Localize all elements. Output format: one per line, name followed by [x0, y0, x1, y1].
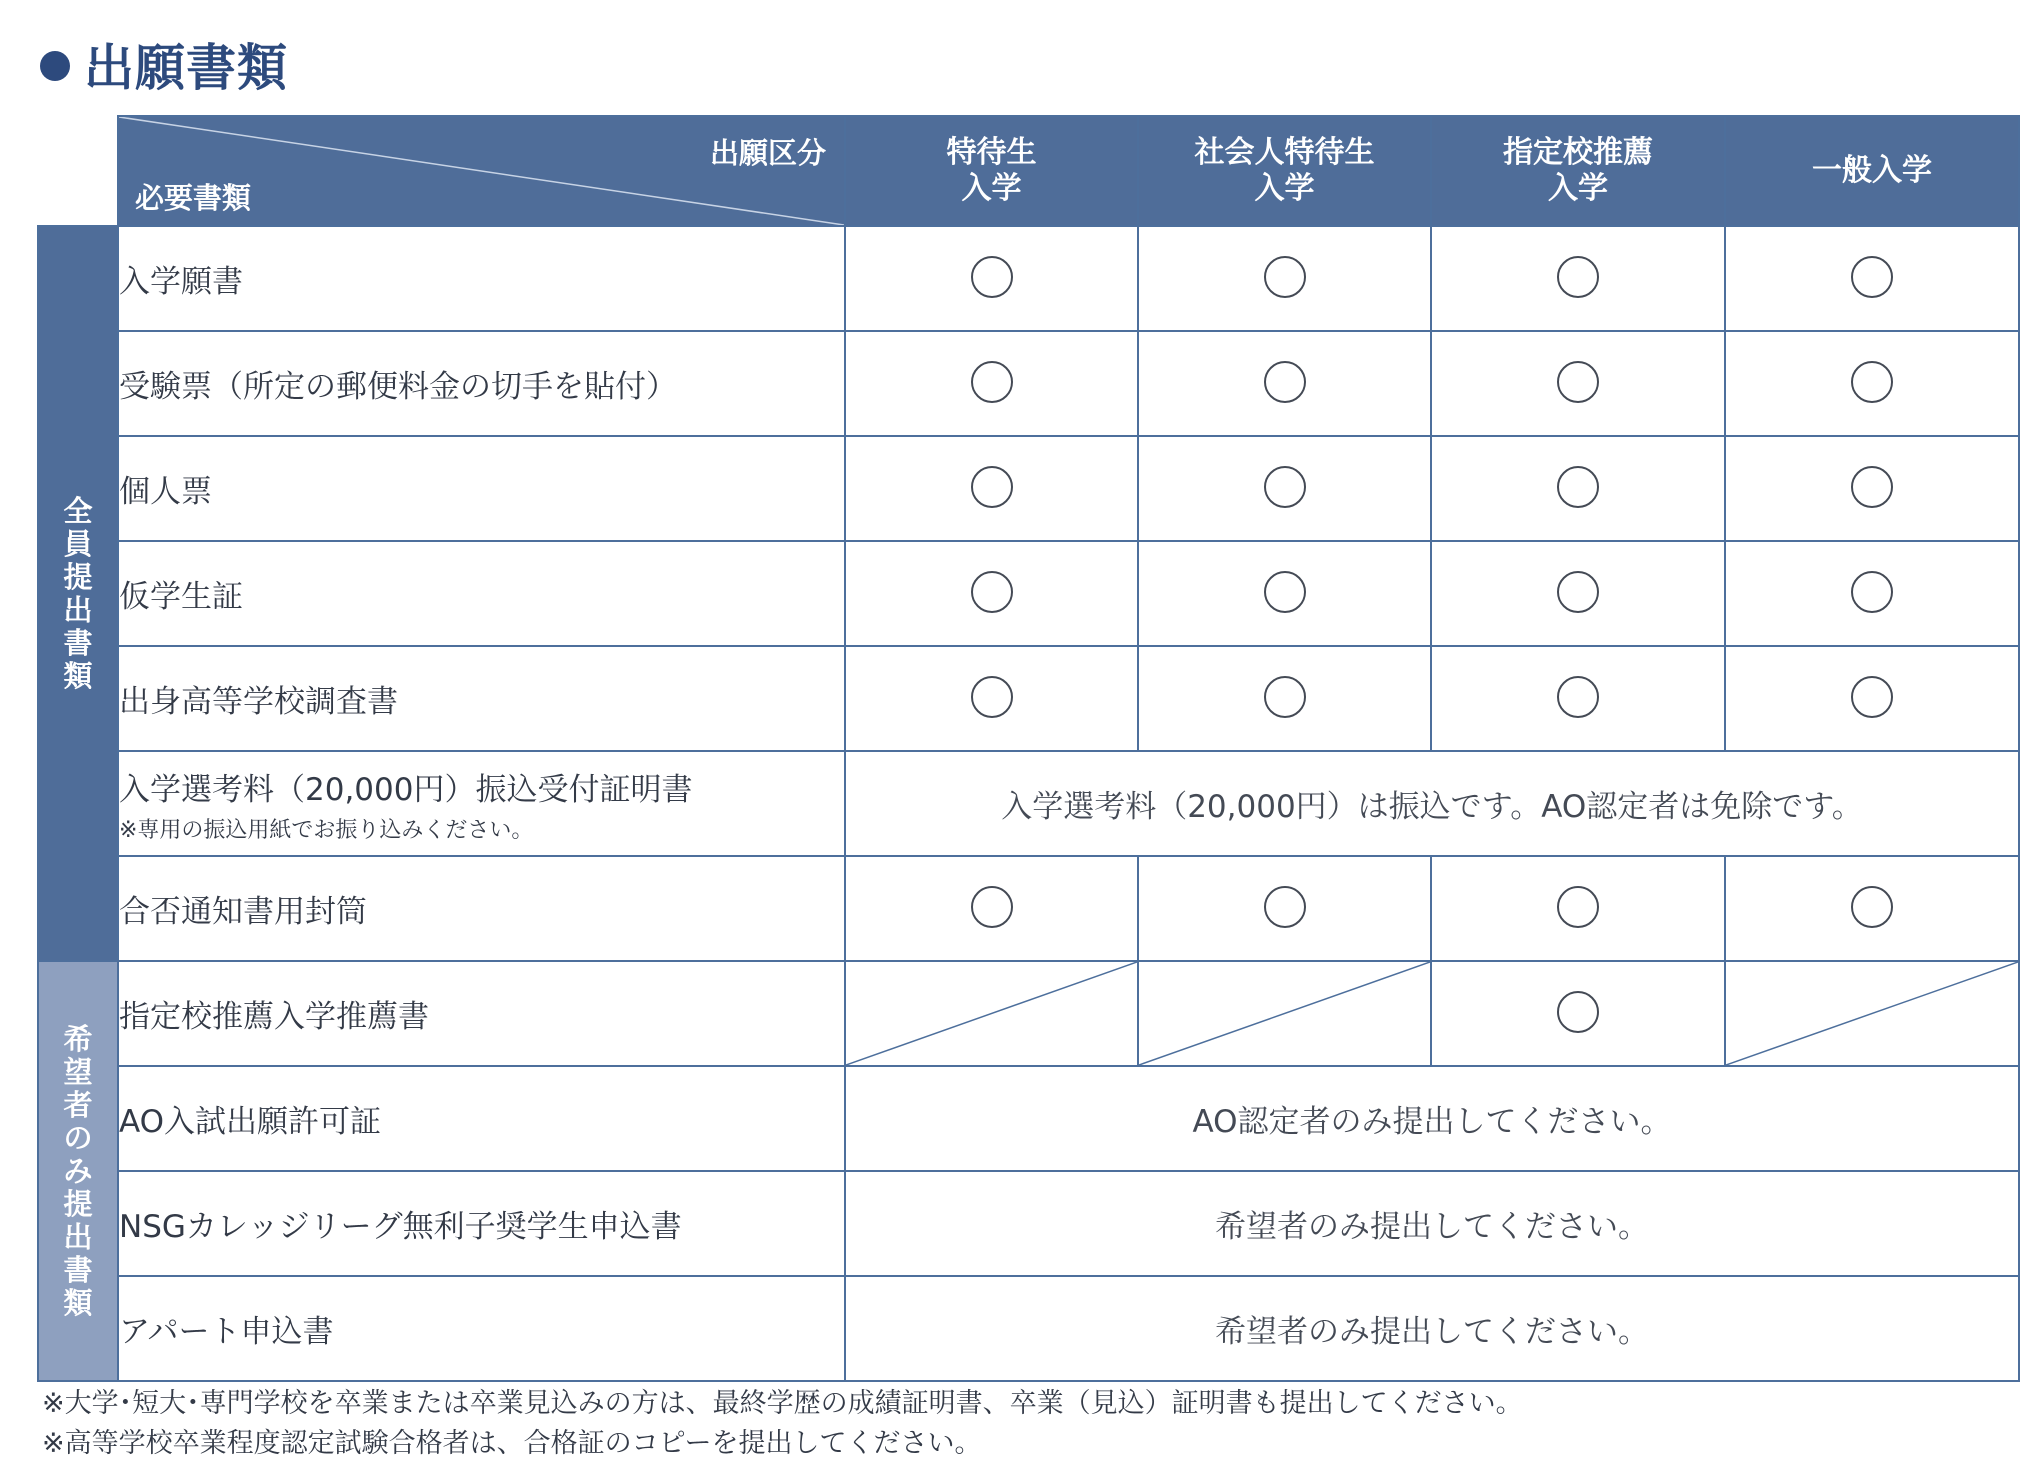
circle-icon: [1851, 676, 1893, 718]
circle-icon: [1557, 676, 1599, 718]
required-mark: [845, 331, 1138, 436]
required-mark: [1725, 226, 2019, 331]
required-mark: [1138, 331, 1431, 436]
table-row: [38, 1171, 2019, 1276]
header-blank-cell: [38, 116, 118, 226]
table-row: [38, 751, 2019, 856]
table-row: [38, 1066, 2019, 1171]
required-mark: [1725, 541, 2019, 646]
column-header-shiteiko-suisen: 指定校推薦 入学: [1431, 116, 1725, 226]
required-mark: [1138, 646, 1431, 751]
document-label: 入学願書: [118, 226, 845, 331]
document-label: 合否通知書用封筒: [118, 856, 845, 961]
not-applicable-cell: [845, 961, 1138, 1066]
circle-icon: [1851, 886, 1893, 928]
required-mark: [1431, 226, 1725, 331]
required-mark: [1138, 856, 1431, 961]
table-row: [38, 646, 2019, 751]
document-label: AO入試出願許可証: [118, 1066, 845, 1171]
document-label-text: 入学選考料（20,000円）振込受付証明書: [119, 771, 693, 808]
required-mark: [1431, 541, 1725, 646]
document-label: 受験票（所定の郵便料金の切手を貼付）: [118, 331, 845, 436]
circle-icon: [1851, 571, 1893, 613]
required-mark: [1431, 646, 1725, 751]
circle-icon: [971, 886, 1013, 928]
column-header-tokutai: 特待生 入学: [845, 116, 1138, 226]
circle-icon: [1264, 571, 1306, 613]
circle-icon: [971, 466, 1013, 508]
diagonal-slash: [1139, 962, 1430, 1065]
required-mark: [845, 541, 1138, 646]
document-note: ※専用の振込用紙でお振り込みください。: [119, 817, 534, 843]
required-mark: [1431, 436, 1725, 541]
required-mark: [845, 646, 1138, 751]
circle-icon: [1851, 256, 1893, 298]
section-title: [40, 28, 288, 100]
table-row: [38, 541, 2019, 646]
document-label: 個人票: [118, 436, 845, 541]
footnotes: [42, 1384, 1523, 1464]
header-corner-cell: [118, 116, 845, 226]
required-mark: [1138, 541, 1431, 646]
circle-icon: [971, 361, 1013, 403]
circle-icon: [1264, 886, 1306, 928]
document-label: 指定校推薦入学推薦書: [118, 961, 845, 1066]
table-row: [38, 331, 2019, 436]
circle-icon: [971, 676, 1013, 718]
table-row: [38, 1276, 2019, 1381]
diagonal-slash: [1726, 962, 2018, 1065]
merged-note: AO認定者のみ提出してください。: [845, 1066, 2019, 1171]
not-applicable-cell: [1725, 961, 2019, 1066]
required-mark: [845, 226, 1138, 331]
document-label: NSGカレッジリーグ無利子奨学生申込書: [118, 1171, 845, 1276]
documents-table: [37, 115, 2020, 1382]
circle-icon: [1264, 256, 1306, 298]
circle-icon: [1557, 571, 1599, 613]
required-mark: [845, 856, 1138, 961]
circle-icon: [1557, 466, 1599, 508]
header-row: [38, 116, 2019, 226]
required-mark: [845, 436, 1138, 541]
required-documents-label: 必要書類: [135, 181, 252, 215]
not-applicable-cell: [1138, 961, 1431, 1066]
required-mark: [1431, 331, 1725, 436]
application-category-label: 出願区分: [709, 136, 826, 170]
merged-note: 入学選考料（20,000円）は振込です。AO認定者は免除です。: [845, 751, 2019, 856]
circle-icon: [1557, 361, 1599, 403]
table-row: [38, 226, 2019, 331]
required-mark: [1138, 226, 1431, 331]
circle-icon: [1264, 676, 1306, 718]
required-mark: [1725, 436, 2019, 541]
merged-note: 希望者のみ提出してください。: [845, 1171, 2019, 1276]
circle-icon: [1557, 256, 1599, 298]
group-optional: 希望者のみ提出書類: [38, 961, 118, 1381]
table-row: [38, 856, 2019, 961]
required-mark: [1725, 856, 2019, 961]
column-header-shakaijin-tokutai: 社会人特待生 入学: [1138, 116, 1431, 226]
circle-icon: [1851, 466, 1893, 508]
document-label: 仮学生証: [118, 541, 845, 646]
table-row: [38, 961, 2019, 1066]
table-row: [38, 436, 2019, 541]
diagonal-slash: [846, 962, 1137, 1065]
circle-icon: [971, 256, 1013, 298]
section-title-text: 出願書類: [84, 39, 288, 97]
merged-note: 希望者のみ提出してください。: [845, 1276, 2019, 1381]
bullet-icon: [40, 51, 70, 81]
document-label: [118, 751, 845, 856]
circle-icon: [1557, 991, 1599, 1033]
required-mark: [1431, 856, 1725, 961]
required-mark: [1725, 646, 2019, 751]
footnote: ※大学･短大･専門学校を卒業または卒業見込みの方は、最終学歴の成績証明書、卒業（見込）証明書も提出してください。: [42, 1388, 1523, 1419]
document-label: アパート申込書: [118, 1276, 845, 1381]
circle-icon: [1851, 361, 1893, 403]
circle-icon: [971, 571, 1013, 613]
circle-icon: [1264, 466, 1306, 508]
circle-icon: [1557, 886, 1599, 928]
required-mark: [1431, 961, 1725, 1066]
circle-icon: [1264, 361, 1306, 403]
group-all-required: 全員提出書類: [38, 226, 118, 961]
footnote: ※高等学校卒業程度認定試験合格者は、合格証のコピーを提出してください。: [42, 1428, 982, 1459]
required-mark: [1138, 436, 1431, 541]
document-label: 出身高等学校調査書: [118, 646, 845, 751]
required-mark: [1725, 331, 2019, 436]
column-header-ippan: 一般入学: [1725, 116, 2019, 226]
